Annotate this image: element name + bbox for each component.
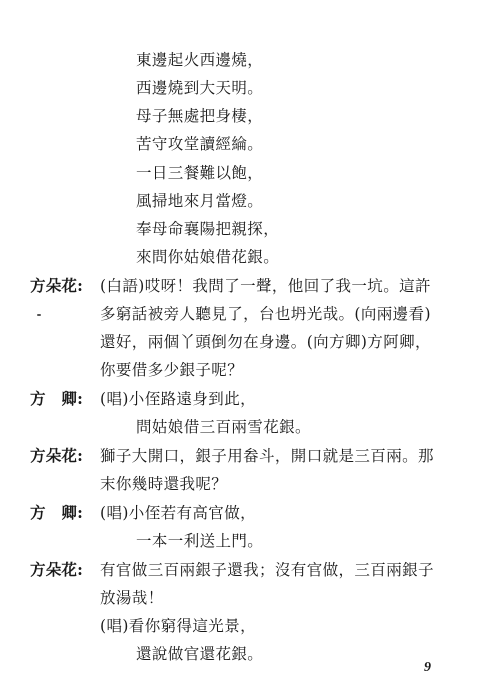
verse-line: 一日三餐難以飽， xyxy=(136,164,264,182)
dialogue-line: (唱)小侄路遠身到此， xyxy=(100,390,256,408)
speaker-label: 方 卿: xyxy=(30,389,84,408)
verse-line: 東邊起火西邊燒， xyxy=(136,51,264,69)
verse-line: 風掃地來月當燈。 xyxy=(136,192,264,210)
verse-line: 母子無處把身棲， xyxy=(136,107,264,125)
verse-line: 苦守攻堂讀經綸。 xyxy=(136,135,264,153)
dialogue-line: 多窮話被旁人聽見了，台也坍光哉。(向兩邊看) xyxy=(100,305,431,323)
page-number: 9 xyxy=(424,660,431,675)
speaker-label: 方朵花: xyxy=(30,276,84,295)
dialogue-line: 你要借多少銀子呢？ xyxy=(100,361,244,379)
dialogue-line: 問姑娘借三百兩雪花銀。 xyxy=(136,418,311,436)
speaker-label: 方 卿: xyxy=(30,503,84,522)
dialogue-line: 獅子大開口，銀子用畚斗，開口就是三百兩。那 xyxy=(100,447,434,465)
dialogue-line: 還好，兩個丫頭倒勿在身邊。(向方卿)方阿卿， xyxy=(100,333,431,351)
dialogue-line: 還說做官還花銀。 xyxy=(136,645,264,663)
dialogue-line: (唱)小侄若有高官做， xyxy=(100,504,256,522)
speaker-label: 方朵花: xyxy=(30,560,84,579)
dialogue-line: 末你幾時還我呢？ xyxy=(100,475,228,493)
verse-line: 西邊燒到大天明。 xyxy=(136,79,264,97)
dialogue-line: 一本一利送上門。 xyxy=(136,532,264,550)
dialogue-line: 放湯哉！ xyxy=(100,589,164,607)
dialogue-line: (白語)哎呀！我問了一聲，他回了我一坑。這許 xyxy=(100,277,431,295)
speaker-label: 方朵花: xyxy=(30,446,84,465)
dialogue-line: (唱)看你窮得這光景， xyxy=(100,617,256,635)
print-speck xyxy=(37,314,41,316)
dialogue-line: 有官做三百兩銀子還我；沒有官做，三百兩銀子 xyxy=(100,561,434,579)
verse-line: 奉母命襄陽把親探， xyxy=(136,220,280,238)
verse-line: 來問你姑娘借花銀。 xyxy=(136,248,280,266)
